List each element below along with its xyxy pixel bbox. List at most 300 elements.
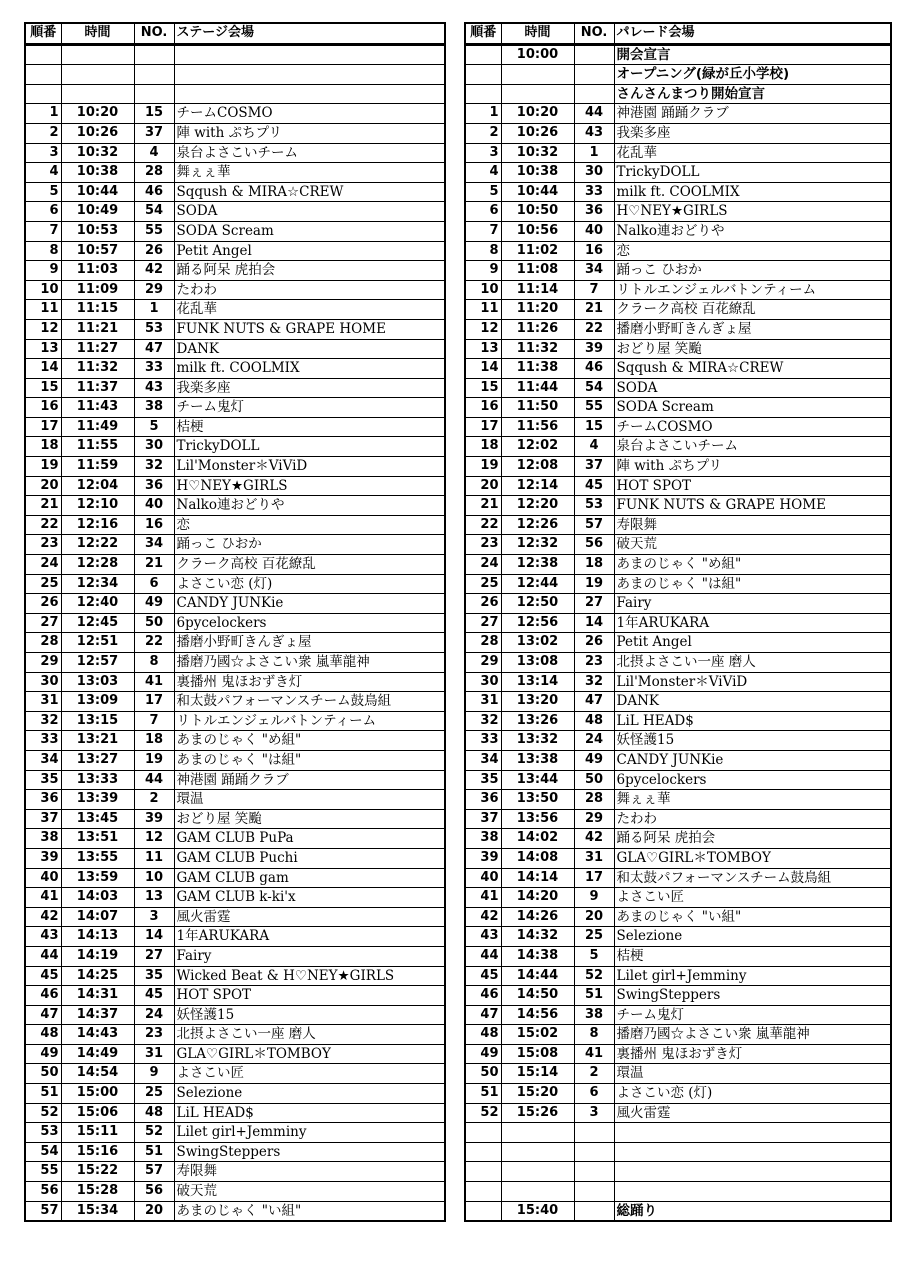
stage-cell-name [174,44,445,65]
parade-cell-time: 13:26 [501,711,574,731]
parade-cell-no: 46 [574,359,614,379]
stage-cell-no: 1 [134,300,174,320]
parade-cell-no: 28 [574,790,614,810]
parade-cell-name: Fairy [614,594,891,614]
parade-table-row [465,143,891,163]
parade-cell-name: LiL HEAD$ [614,711,891,731]
stage-table-row [25,84,445,104]
stage-cell-time: 10:32 [61,143,134,163]
parade-table-row [465,457,891,477]
parade-cell-time: 11:38 [501,359,574,379]
stage-cell-name [174,84,445,104]
parade-table-row [465,829,891,849]
parade-cell-name: よさこい匠 [614,888,891,908]
stage-cell-no: 39 [134,809,174,829]
parade-cell-no: 9 [574,888,614,908]
parade-cell-no: 43 [574,123,614,143]
parade-cell-no: 3 [574,1103,614,1123]
stage-table-row [25,163,445,183]
parade-cell-seq: 32 [465,711,501,731]
stage-cell-time: 13:59 [61,868,134,888]
stage-cell-name: クラーク高校 百花繚乱 [174,555,445,575]
parade-cell-seq [465,1162,501,1182]
parade-cell-time: 14:02 [501,829,574,849]
stage-cell-seq: 38 [25,829,61,849]
parade-table-row [465,966,891,986]
stage-schedule [24,22,446,1222]
parade-cell-no [574,1123,614,1143]
parade-cell-no: 54 [574,378,614,398]
parade-cell-no: 27 [574,594,614,614]
parade-cell-no: 37 [574,457,614,477]
parade-cell-time: 13:02 [501,633,574,653]
parade-cell-seq: 43 [465,927,501,947]
parade-cell-seq: 34 [465,750,501,770]
stage-cell-time: 12:22 [61,535,134,555]
stage-table-row [25,1201,445,1221]
stage-cell-time: 15:28 [61,1182,134,1202]
parade-cell-time: 15:08 [501,1044,574,1064]
stage-cell-seq: 3 [25,143,61,163]
stage-table-row [25,300,445,320]
parade-cell-no [574,1162,614,1182]
stage-header-row [25,23,445,44]
stage-table-row [25,750,445,770]
stage-cell-seq: 39 [25,848,61,868]
stage-cell-time: 12:45 [61,613,134,633]
stage-cell-no: 30 [134,437,174,457]
stage-cell-no: 27 [134,946,174,966]
stage-cell-name: 播磨乃國☆よさこい衆 嵐華龍神 [174,653,445,673]
parade-cell-no: 16 [574,241,614,261]
parade-cell-seq: 6 [465,202,501,222]
stage-cell-name: 妖怪護15 [174,1005,445,1025]
stage-cell-time: 10:49 [61,202,134,222]
parade-table-row [465,888,891,908]
stage-cell-seq: 36 [25,790,61,810]
parade-cell-name: 総踊り [614,1201,891,1221]
parade-cell-seq: 10 [465,280,501,300]
stage-table-row [25,398,445,418]
stage-cell-name: あまのじゃく "い組" [174,1201,445,1221]
stage-cell-seq: 41 [25,888,61,908]
parade-cell-name: Sqqush & MIRA☆CREW [614,359,891,379]
stage-cell-no: 12 [134,829,174,849]
stage-table-row [25,359,445,379]
parade-cell-name [614,1182,891,1202]
parade-cell-name [614,1162,891,1182]
stage-cell-no: 26 [134,241,174,261]
stage-cell-seq: 43 [25,927,61,947]
stage-cell-name: 神港園 踊踊クラブ [174,770,445,790]
parade-table-row [465,672,891,692]
stage-cell-no: 3 [134,907,174,927]
stage-cell-time: 11:59 [61,457,134,477]
stage-cell-no: 15 [134,104,174,124]
parade-cell-time: 14:08 [501,848,574,868]
stage-cell-seq: 42 [25,907,61,927]
parade-table-row [465,280,891,300]
parade-cell-time: 13:38 [501,750,574,770]
stage-table-row [25,946,445,966]
parade-table-row [465,1064,891,1084]
stage-cell-name: 1年ARUKARA [174,927,445,947]
stage-cell-seq: 20 [25,476,61,496]
parade-table-row [465,104,891,124]
stage-cell-time: 11:03 [61,261,134,281]
parade-table-row [465,1201,891,1221]
parade-cell-name: 我楽多座 [614,123,891,143]
stage-cell-name: TrickyDOLL [174,437,445,457]
stage-cell-time [61,65,134,85]
parade-table-row [465,241,891,261]
stage-cell-time: 12:51 [61,633,134,653]
stage-cell-time: 14:25 [61,966,134,986]
parade-cell-time: 10:20 [501,104,574,124]
stage-cell-name: SODA [174,202,445,222]
stage-cell-seq: 9 [25,261,61,281]
parade-cell-name: 北摂よさこい一座 磨人 [614,653,891,673]
stage-cell-seq: 47 [25,1005,61,1025]
stage-cell-no: 24 [134,1005,174,1025]
stage-cell-no: 11 [134,848,174,868]
parade-table-row [465,261,891,281]
stage-header-time: 時間 [61,23,134,44]
stage-cell-seq: 19 [25,457,61,477]
parade-cell-seq: 4 [465,163,501,183]
parade-cell-name: 泉台よさこいチーム [614,437,891,457]
parade-cell-seq: 1 [465,104,501,124]
stage-cell-name: 踊っこ ひおか [174,535,445,555]
parade-table-row [465,731,891,751]
stage-cell-name: Petit Angel [174,241,445,261]
stage-cell-name: Lil'Monster＊ViViD [174,457,445,477]
parade-table-row [465,515,891,535]
stage-cell-no: 44 [134,770,174,790]
parade-cell-no: 39 [574,339,614,359]
stage-table [24,22,446,1222]
stage-cell-time: 15:06 [61,1103,134,1123]
parade-cell-time: 15:14 [501,1064,574,1084]
parade-cell-name: あまのじゃく "は組" [614,574,891,594]
stage-cell-seq: 51 [25,1084,61,1104]
stage-table-row [25,182,445,202]
stage-cell-name: HOT SPOT [174,986,445,1006]
stage-table-row [25,574,445,594]
parade-cell-seq [465,1142,501,1162]
parade-cell-seq: 12 [465,319,501,339]
stage-header-seq: 順番 [25,23,61,44]
stage-table-row [25,1103,445,1123]
stage-cell-no: 6 [134,574,174,594]
stage-cell-seq: 5 [25,182,61,202]
stage-cell-name: Sqqush & MIRA☆CREW [174,182,445,202]
parade-cell-name: チーム鬼灯 [614,1005,891,1025]
parade-table-row [465,927,891,947]
parade-cell-time [501,1182,574,1202]
parade-cell-no: 49 [574,750,614,770]
stage-cell-time: 10:57 [61,241,134,261]
parade-cell-no: 26 [574,633,614,653]
stage-cell-time: 10:44 [61,182,134,202]
stage-cell-no: 31 [134,1044,174,1064]
parade-cell-time: 10:44 [501,182,574,202]
stage-cell-time: 14:54 [61,1064,134,1084]
stage-cell-name: milk ft. COOLMIX [174,359,445,379]
parade-table-row [465,1123,891,1143]
stage-table-row [25,1064,445,1084]
stage-cell-time: 12:57 [61,653,134,673]
parade-cell-time: 12:44 [501,574,574,594]
stage-cell-name: 播磨小野町きんぎょ屋 [174,633,445,653]
parade-cell-no [574,1142,614,1162]
parade-cell-seq: 22 [465,515,501,535]
parade-cell-name: SODA Scream [614,398,891,418]
parade-table-row [465,907,891,927]
parade-cell-no [574,1201,614,1221]
stage-table-row [25,770,445,790]
parade-table-row [465,163,891,183]
parade-cell-name: チームCOSMO [614,417,891,437]
parade-cell-no: 8 [574,1025,614,1045]
parade-cell-time: 10:26 [501,123,574,143]
stage-cell-no: 36 [134,476,174,496]
parade-cell-name: オープニング(緑が丘小学校) [614,65,891,85]
parade-table-row [465,1182,891,1202]
stage-cell-name: 陣 with ぷちプリ [174,123,445,143]
parade-cell-no: 47 [574,692,614,712]
parade-cell-no [574,84,614,104]
parade-cell-seq: 47 [465,1005,501,1025]
stage-cell-seq: 52 [25,1103,61,1123]
parade-cell-seq: 25 [465,574,501,594]
stage-cell-seq: 29 [25,653,61,673]
stage-cell-no: 17 [134,692,174,712]
parade-cell-name: 環温 [614,1064,891,1084]
stage-cell-name: 我楽多座 [174,378,445,398]
parade-table-row [465,417,891,437]
parade-cell-seq: 11 [465,300,501,320]
stage-table-row [25,476,445,496]
parade-cell-seq: 51 [465,1084,501,1104]
parade-cell-no: 57 [574,515,614,535]
parade-cell-no: 50 [574,770,614,790]
stage-cell-no: 42 [134,261,174,281]
parade-cell-no: 31 [574,848,614,868]
parade-cell-name: リトルエンジェルバトンティーム [614,280,891,300]
parade-table-row [465,1142,891,1162]
stage-cell-seq: 49 [25,1044,61,1064]
stage-table-row [25,515,445,535]
parade-cell-name: 陣 with ぷちプリ [614,457,891,477]
stage-table-row [25,65,445,85]
parade-cell-seq: 5 [465,182,501,202]
parade-cell-time: 11:44 [501,378,574,398]
parade-table-row [465,1005,891,1025]
parade-cell-name: 寿限舞 [614,515,891,535]
stage-cell-name: 和太鼓パフォーマンスチーム鼓鳥組 [174,692,445,712]
stage-cell-seq: 32 [25,711,61,731]
stage-table-row [25,907,445,927]
stage-cell-seq: 14 [25,359,61,379]
parade-cell-name: 桔梗 [614,946,891,966]
stage-cell-name: 北摂よさこい一座 磨人 [174,1025,445,1045]
parade-cell-time: 12:26 [501,515,574,535]
parade-cell-seq: 35 [465,770,501,790]
parade-cell-time: 12:14 [501,476,574,496]
parade-cell-no: 44 [574,104,614,124]
stage-rows [25,44,445,1221]
stage-table-row [25,241,445,261]
stage-cell-name: Wicked Beat & H♡NEY★GIRLS [174,966,445,986]
parade-table-row [465,790,891,810]
parade-cell-seq: 24 [465,555,501,575]
parade-cell-seq: 42 [465,907,501,927]
parade-cell-no: 33 [574,182,614,202]
stage-cell-no: 46 [134,182,174,202]
stage-cell-name: Selezione [174,1084,445,1104]
stage-cell-time: 15:22 [61,1162,134,1182]
parade-cell-name: Lilet girl+Jemminy [614,966,891,986]
stage-table-row [25,1142,445,1162]
parade-cell-no: 42 [574,829,614,849]
parade-cell-seq [465,84,501,104]
stage-cell-seq: 46 [25,986,61,1006]
parade-cell-seq: 37 [465,809,501,829]
parade-cell-name: 6pycelockers [614,770,891,790]
stage-cell-no: 34 [134,535,174,555]
parade-cell-time: 14:50 [501,986,574,1006]
stage-cell-seq: 54 [25,1142,61,1162]
stage-cell-time: 11:21 [61,319,134,339]
stage-cell-no: 4 [134,143,174,163]
stage-cell-no: 49 [134,594,174,614]
parade-cell-name: クラーク高校 百花繚乱 [614,300,891,320]
parade-cell-no: 23 [574,653,614,673]
stage-table-row [25,613,445,633]
stage-cell-seq: 27 [25,613,61,633]
parade-cell-no: 2 [574,1064,614,1084]
parade-cell-no: 18 [574,555,614,575]
parade-cell-seq [465,65,501,85]
stage-table-row [25,123,445,143]
parade-cell-no: 1 [574,143,614,163]
stage-cell-seq: 21 [25,496,61,516]
parade-cell-time: 15:40 [501,1201,574,1221]
stage-cell-seq: 24 [25,555,61,575]
parade-cell-time: 13:20 [501,692,574,712]
stage-table-row [25,221,445,241]
parade-table-row [465,1162,891,1182]
stage-cell-name [174,65,445,85]
stage-cell-name: DANK [174,339,445,359]
stage-cell-seq: 8 [25,241,61,261]
parade-cell-time: 14:32 [501,927,574,947]
stage-cell-name: GAM CLUB gam [174,868,445,888]
stage-table-row [25,692,445,712]
parade-cell-time: 12:50 [501,594,574,614]
stage-table-row [25,653,445,673]
stage-cell-name: よさこい匠 [174,1064,445,1084]
parade-cell-name: CANDY JUNKie [614,750,891,770]
parade-table-row [465,65,891,85]
stage-cell-name: 6pycelockers [174,613,445,633]
parade-cell-seq: 31 [465,692,501,712]
parade-cell-time: 13:50 [501,790,574,810]
parade-cell-no: 22 [574,319,614,339]
stage-cell-no: 19 [134,750,174,770]
stage-cell-name: たわわ [174,280,445,300]
stage-table-row [25,966,445,986]
parade-cell-name: milk ft. COOLMIX [614,182,891,202]
parade-cell-name: 花乱華 [614,143,891,163]
stage-cell-no: 55 [134,221,174,241]
stage-cell-no: 38 [134,398,174,418]
stage-cell-seq: 53 [25,1123,61,1143]
stage-cell-no: 2 [134,790,174,810]
stage-header-name: ステージ会場 [174,23,445,44]
stage-cell-no: 33 [134,359,174,379]
stage-cell-no: 18 [134,731,174,751]
stage-cell-seq: 1 [25,104,61,124]
parade-cell-no: 30 [574,163,614,183]
parade-table-row [465,202,891,222]
stage-cell-name: 寿限舞 [174,1162,445,1182]
parade-cell-name: GLA♡GIRL＊TOMBOY [614,848,891,868]
parade-cell-time: 12:32 [501,535,574,555]
parade-cell-time: 10:32 [501,143,574,163]
stage-cell-no: 48 [134,1103,174,1123]
parade-cell-name: FUNK NUTS & GRAPE HOME [614,496,891,516]
stage-cell-no: 47 [134,339,174,359]
parade-cell-seq: 3 [465,143,501,163]
parade-cell-no: 48 [574,711,614,731]
stage-table-row [25,535,445,555]
stage-table-row [25,1044,445,1064]
parade-cell-seq: 33 [465,731,501,751]
stage-cell-seq: 45 [25,966,61,986]
stage-cell-time: 10:38 [61,163,134,183]
parade-cell-name: DANK [614,692,891,712]
parade-table-row [465,750,891,770]
stage-cell-no: 23 [134,1025,174,1045]
parade-cell-name: Nalko連おどりや [614,221,891,241]
parade-cell-name: 風火雷霆 [614,1103,891,1123]
parade-cell-no: 17 [574,868,614,888]
stage-cell-seq: 28 [25,633,61,653]
parade-cell-no: 34 [574,261,614,281]
stage-cell-seq: 23 [25,535,61,555]
parade-cell-seq: 9 [465,261,501,281]
parade-cell-seq: 44 [465,946,501,966]
stage-cell-time: 13:55 [61,848,134,868]
parade-cell-time: 14:20 [501,888,574,908]
parade-cell-no: 5 [574,946,614,966]
parade-cell-time: 10:56 [501,221,574,241]
stage-cell-name: 泉台よさこいチーム [174,143,445,163]
stage-table-row [25,594,445,614]
stage-table-row [25,457,445,477]
stage-cell-time: 12:16 [61,515,134,535]
stage-cell-seq [25,44,61,65]
stage-table-row [25,1123,445,1143]
parade-table-row [465,594,891,614]
stage-cell-time: 11:49 [61,417,134,437]
stage-cell-no: 56 [134,1182,174,1202]
stage-cell-name: GLA♡GIRL＊TOMBOY [174,1044,445,1064]
stage-cell-name: FUNK NUTS & GRAPE HOME [174,319,445,339]
stage-cell-seq: 13 [25,339,61,359]
